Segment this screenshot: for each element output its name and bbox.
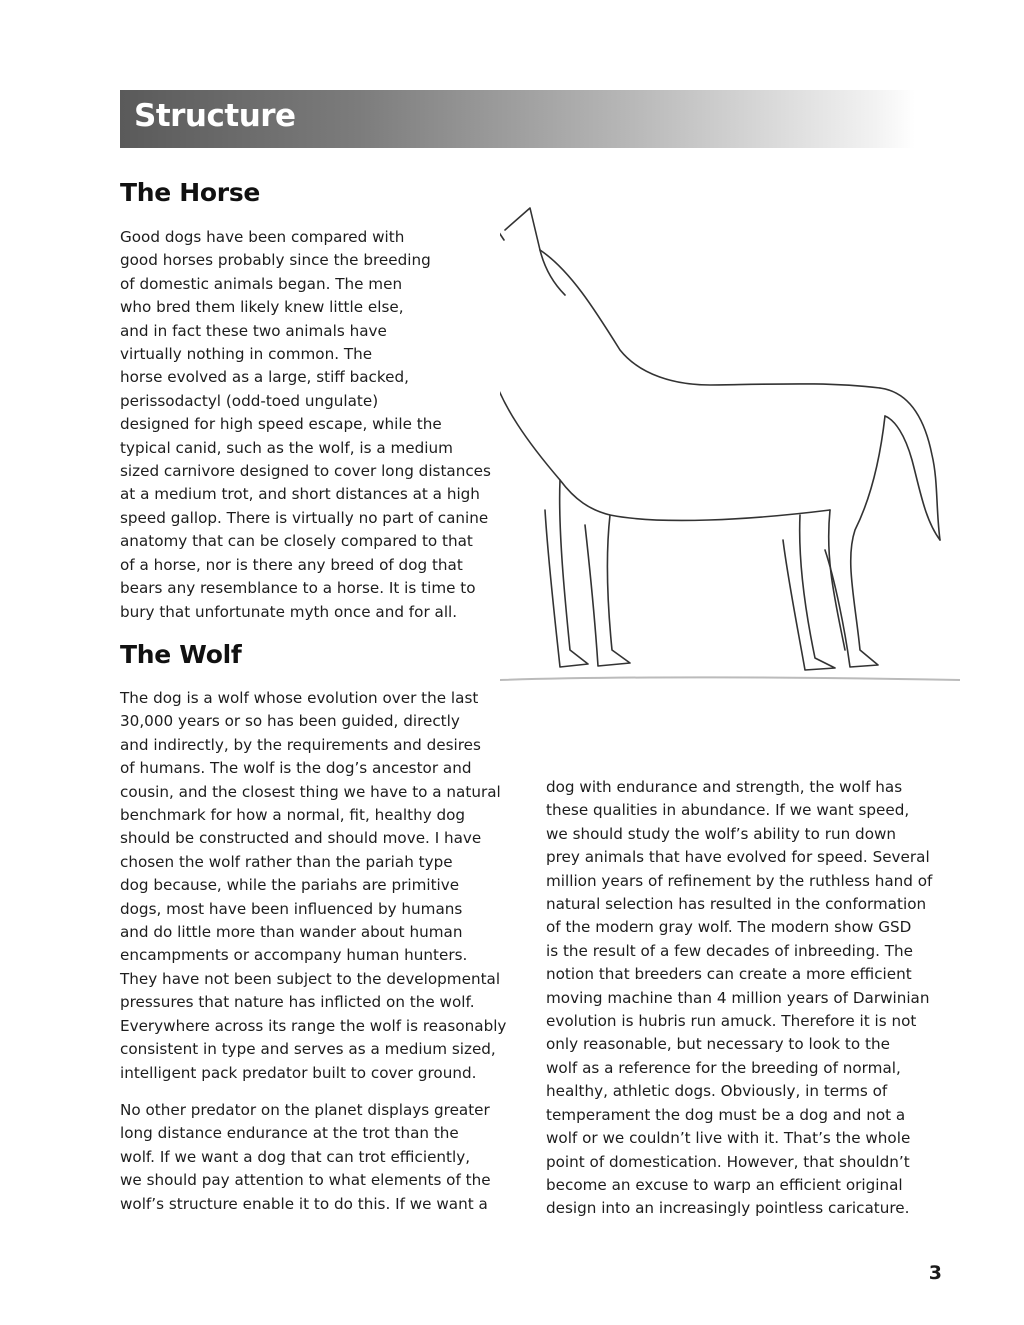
- wolf-paragraph-2-line: wolf’s structure enable it to do this. If we want a: [120, 1194, 488, 1213]
- wolf-paragraph-1-line: 30,000 years or so has been guided, directly: [120, 712, 460, 731]
- wolf-paragraph-continued-line: notion that breeders can create a more efficient: [546, 965, 912, 984]
- wolf-paragraph-1-line: and do little more than wander about human: [120, 923, 463, 942]
- wolf-paragraph-1-line: The dog is a wolf whose evolution over the last: [120, 689, 479, 707]
- horse-paragraph-line: speed gallop. There is virtually no part of canine: [120, 508, 489, 527]
- wolf-paragraph-1-line: chosen the wolf rather than the pariah type: [120, 852, 453, 871]
- horse-paragraph-line: anatomy that can be closely compared to that: [120, 532, 473, 551]
- wolf-paragraph-1-line: pressures that nature has inflicted on the wolf.: [120, 993, 475, 1012]
- wolf-paragraph-continued-line: design into an increasingly pointless caricature.: [546, 1199, 910, 1218]
- wolf-paragraph-continued-line: healthy, athletic dogs. Obviously, in terms of: [546, 1082, 888, 1101]
- wolf-paragraph-continued-line: become an excuse to warp an efficient original: [546, 1175, 903, 1194]
- wolf-paragraph-1: [120, 687, 506, 1085]
- wolf-paragraph-1-line: Everywhere across its range the wolf is reasonably: [120, 1016, 507, 1035]
- horse-paragraph-line: bears any resemblance to a horse. It is time to: [120, 579, 476, 598]
- section-banner: [120, 90, 915, 148]
- wolf-paragraph-continued-line: point of domestication. However, that shouldn’t: [546, 1152, 910, 1171]
- horse-paragraph-line: who bred them likely knew little else,: [120, 298, 404, 317]
- wolf-paragraph-continued-line: we should study the wolf’s ability to run down: [546, 824, 897, 843]
- horse-paragraph: [120, 226, 491, 624]
- horse-paragraph-line: of domestic animals began. The men: [120, 274, 403, 293]
- wolf-paragraph-1-line: dog because, while the pariahs are primitive: [120, 876, 460, 895]
- horse-paragraph-line: and in fact these two animals have: [120, 321, 387, 340]
- wolf-paragraph-continued-line: these qualities in abundance. If we want speed,: [546, 801, 910, 820]
- wolf-paragraph-continued-line: prey animals that have evolved for speed. Several: [546, 848, 930, 867]
- horse-heading: The Horse: [120, 178, 261, 207]
- wolf-paragraph-continued-line: wolf as a reference for the breeding of normal,: [546, 1058, 901, 1077]
- wolf-paragraph-2-line: wolf. If we want a dog that can trot efficiently,: [120, 1147, 471, 1166]
- wolf-paragraph-1-line: consistent in type and serves as a medium sized,: [120, 1040, 496, 1059]
- horse-paragraph-line: sized carnivore designed to cover long distances: [120, 462, 491, 481]
- wolf-paragraph-1-line: intelligent pack predator built to cover ground.: [120, 1063, 477, 1082]
- horse-paragraph-line: at a medium trot, and short distances at a high: [120, 485, 480, 504]
- page-title: Structure: [134, 98, 296, 134]
- horse-paragraph-line: designed for high speed escape, while the: [120, 415, 442, 434]
- page-number: 3: [928, 1262, 942, 1284]
- wolf-paragraph-2-line: No other predator on the planet displays greater: [120, 1101, 490, 1119]
- wolf-paragraph-continued-line: temperament the dog must be a dog and not a: [546, 1105, 906, 1124]
- wolf-paragraph-continued-line: only reasonable, but necessary to look to the: [546, 1035, 890, 1054]
- wolf-paragraph-continued-line: is the result of a few decades of inbreeding. The: [546, 941, 913, 960]
- wolf-paragraph-1-line: They have not been subject to the developmental: [120, 969, 501, 988]
- horse-paragraph-line: virtually nothing in common. The: [120, 345, 373, 364]
- wolf-paragraph-continued-line: moving machine than 4 million years of Darwinian: [546, 988, 930, 1007]
- wolf-paragraph-1-line: cousin, and the closest thing we have to a natural: [120, 782, 501, 801]
- wolf-paragraph-1-line: benchmark for how a normal, fit, healthy dog: [120, 806, 466, 825]
- wolf-paragraph-1-line: of humans. The wolf is the dog’s ancestor and: [120, 759, 472, 778]
- horse-paragraph-line: Good dogs have been compared with: [120, 228, 405, 246]
- wolf-paragraph-1-line: encampments or accompany human hunters.: [120, 946, 468, 965]
- wolf-paragraph-2-line: we should pay attention to what elements of the: [120, 1171, 491, 1190]
- german-shepherd-illustration: [500, 180, 970, 690]
- horse-paragraph-line: of a horse, nor is there any breed of dog that: [120, 555, 463, 574]
- wolf-paragraph-1-line: and indirectly, by the requirements and desires: [120, 735, 481, 754]
- horse-paragraph-line: perissodactyl (odd-toed ungulate): [120, 391, 379, 410]
- wolf-paragraph-1-line: dogs, most have been influenced by humans: [120, 899, 463, 918]
- wolf-paragraph-continued-line: dog with endurance and strength, the wolf has: [546, 778, 903, 796]
- wolf-paragraph-1-line: should be constructed and should move. I have: [120, 829, 482, 848]
- wolf-paragraph-continued-line: of the modern gray wolf. The modern show GSD: [546, 918, 912, 937]
- wolf-paragraph-2: [120, 1099, 491, 1216]
- wolf-paragraph-continued: [546, 776, 932, 1221]
- wolf-paragraph-continued-line: natural selection has resulted in the conformation: [546, 895, 927, 914]
- wolf-paragraph-continued-line: million years of refinement by the ruthless hand of: [546, 871, 933, 890]
- horse-paragraph-line: horse evolved as a large, stiff backed,: [120, 368, 409, 387]
- horse-paragraph-line: good horses probably since the breeding: [120, 251, 431, 270]
- horse-paragraph-line: typical canid, such as the wolf, is a medium: [120, 438, 453, 457]
- wolf-paragraph-continued-line: wolf or we couldn’t live with it. That’s the whole: [546, 1129, 911, 1148]
- wolf-paragraph-continued-line: evolution is hubris run amuck. Therefore it is not: [546, 1012, 917, 1031]
- horse-paragraph-line: bury that unfortunate myth once and for all.: [120, 602, 458, 621]
- wolf-heading: The Wolf: [120, 640, 242, 669]
- wolf-paragraph-2-line: long distance endurance at the trot than the: [120, 1124, 459, 1143]
